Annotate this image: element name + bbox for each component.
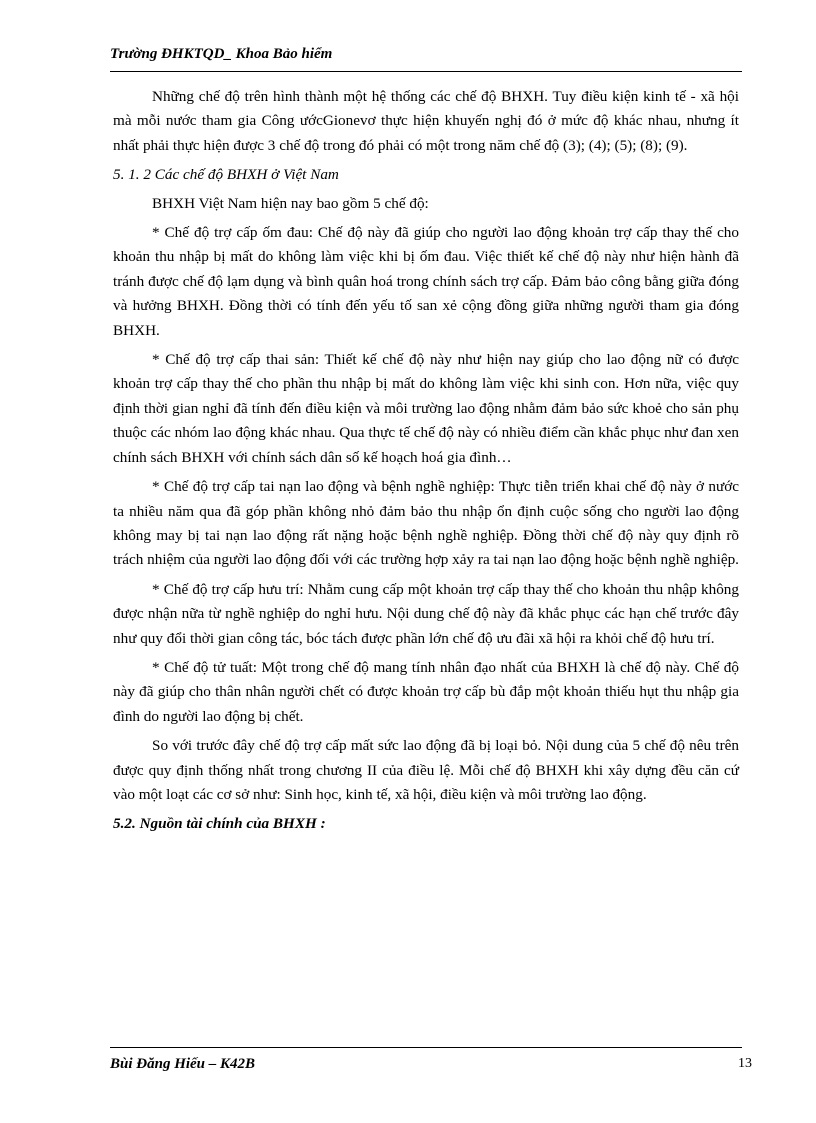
footer-author: Bùi Đăng Hiếu – K42B <box>110 1056 256 1072</box>
paragraph-sickness: * Chế độ trợ cấp ốm đau: Chế độ này đã giúp cho người lao động khoản trợ cấp thay thế cho khoản thu nhập bị mất do không làm việc khi bị ốm đau. Việc thiết kế chế độ này như hiện hành đã tránh được chế độ lạm dụng và bình quân hoá trong chính sách trợ cấp. Đảm bảo công bằng giữa đóng và hưởng BHXH. Đồng thời có tính đến yếu tố san xẻ cộng đồng giữa những người tham gia đóng BHXH. <box>113 224 739 339</box>
paragraph-maternity: * Chế độ trợ cấp thai sản: Thiết kế chế độ này như hiện nay giúp cho lao động nữ có được khoản trợ cấp thay thế cho phần thu nhập bị mất do không làm việc khi sinh con. Hơn nữa, việc quy định thời gian nghỉ đã tính đến điều kiện và môi trường lao động nhằm đảm bảo sức khoẻ cho sản phụ thuộc các nhóm lao động khác nhau. Qua thực tế chế độ này có nhiều điểm cần khắc phục như đan xen chính sách BHXH với chính sách dân số kế hoạch hoá gia đình… <box>113 351 739 466</box>
page-header: Trường ĐHKTQD_ Khoa Bảo hiểm <box>110 46 333 62</box>
header-divider <box>110 71 742 72</box>
footer-divider <box>110 1047 742 1048</box>
section-heading: 5.2. Nguồn tài chính của BHXH : <box>113 815 326 833</box>
paragraph-pension: * Chế độ trợ cấp hưu trí: Nhằm cung cấp một khoản trợ cấp thay thế cho khoản thu nhập không được nhận nữa từ nghề nghiệp do nghỉ hưu. Nội dung chế độ này đã khắc phục các hạn chế trước đây như quy đổi thời gian công tác, bóc tách được phần lớn chế độ ưu đãi xã hội ra khỏi chế độ hưu trí. <box>113 580 739 647</box>
paragraph-accident: * Chế độ trợ cấp tai nạn lao động và bệnh nghề nghiệp: Thực tiễn triển khai chế độ này ở nước ta nhiều năm qua đã góp phần không nhỏ đảm bảo thu nhập ổn định cuộc sống cho người lao động không may bị tai nạn lao động rất nặng hoặc bệnh nghề nghiệp. Đồng thời chế độ này quy định rõ trách nhiệm của người lao động đối với các trường hợp xảy ra tai nạn lao động hoặc bệnh nghề nghiệp. <box>113 478 739 569</box>
subsection-heading: 5. 1. 2 Các chế độ BHXH ở Việt Nam <box>113 166 339 184</box>
paragraph-overview: BHXH Việt Nam hiện nay bao gồm 5 chế độ: <box>152 194 429 212</box>
page-number: 13 <box>738 1056 752 1071</box>
paragraph-summary: So với trước đây chế độ trợ cấp mất sức lao động đã bị loại bỏ. Nội dung của 5 chế độ nêu trên được quy định thống nhất trong chương II của điều lệ. Mỗi chế độ BHXH khi xây dựng đều căn cứ vào một loạt các cơ sở như: Sinh học, kinh tế, xã hội, điều kiện và môi trường lao động. <box>113 737 739 803</box>
paragraph-intro: Những chế độ trên hình thành một hệ thống các chế độ BHXH. Tuy điều kiện kinh tế - xã hội mà mỗi nước tham gia Công ướcGionevơ thực hiện khuyến nghị đó ở mức độ khác nhau, nhưng ít nhất phải thực hiện được 3 chế độ trong đó phải có một trong năm chế độ (3); (4); (5); (8); (9). <box>113 88 739 154</box>
paragraph-survivor: * Chế độ tử tuất: Một trong chế độ mang tính nhân đạo nhất của BHXH là chế độ này. Chế độ này đã giúp cho thân nhân người chết có được khoản trợ cấp bù đắp một khoản thiếu hụt thu nhập gia đình do người lao động bị chết. <box>113 658 739 725</box>
document-body <box>113 85 739 842</box>
